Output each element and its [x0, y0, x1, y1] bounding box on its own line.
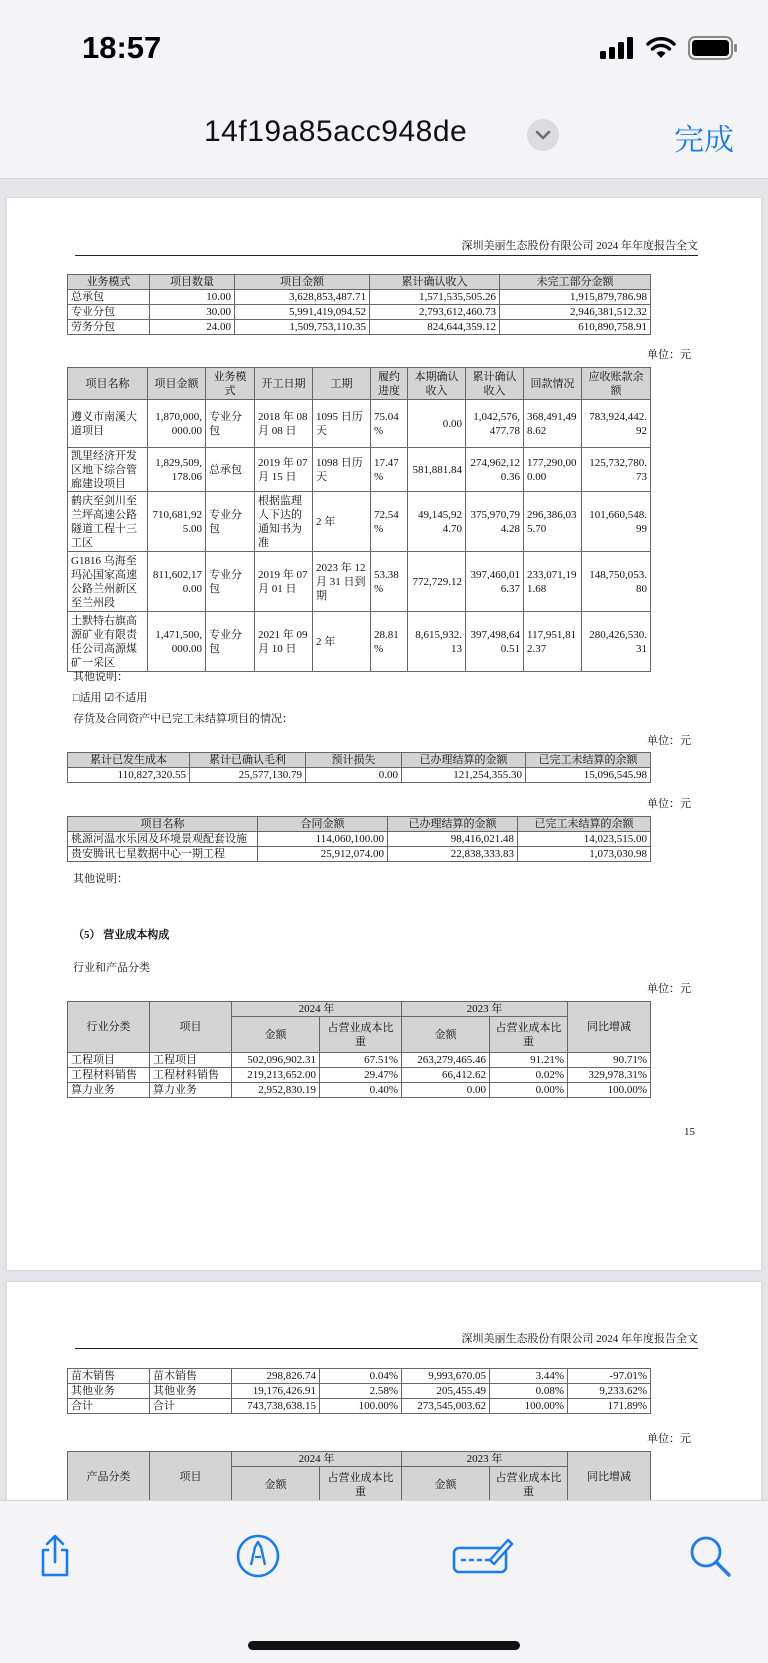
page-header: 深圳美丽生态股份有限公司 2024 年年度报告全文: [75, 1330, 698, 1349]
table-cell: 算力业务: [68, 1083, 150, 1098]
table-cell: 24.00: [150, 320, 235, 335]
table-cell: 3,628,853,487.71: [235, 290, 370, 305]
table-header-cell: 行业分类: [68, 1002, 150, 1053]
contract-settlement-table: [67, 816, 651, 862]
unit-label: 单位：元: [647, 983, 691, 995]
table-cell: 2 年: [313, 492, 371, 552]
table-cell: 贵安腾讯七星数据中心一期工程: [68, 847, 258, 862]
status-time: 18:57: [82, 30, 162, 65]
status-icons: [600, 36, 738, 60]
table-row: [68, 1369, 651, 1384]
table-cell: 桃源河温水乐园及环境景观配套设施: [68, 832, 258, 847]
table-cell: 117,951,812.37: [524, 612, 582, 672]
product-cost-table: [67, 1451, 651, 1503]
table-cell: 263,279,465.46: [402, 1053, 490, 1068]
unit-label: 单位：元: [647, 735, 691, 747]
table-cell: 总承包: [68, 290, 150, 305]
pdf-page: [7, 198, 761, 1270]
table-cell: 2,793,612,460.73: [370, 305, 500, 320]
table-header-cell: 产品分类: [68, 1452, 150, 1503]
table-row: [68, 1083, 651, 1098]
table-cell: 25,912,074.00: [258, 847, 388, 862]
table-header-cell: 已完工未结算的余额: [526, 753, 651, 768]
table-header-cell: 金额: [402, 1017, 490, 1053]
table-cell: 121,254,355.30: [402, 768, 526, 783]
table-header-cell: 本期确认收入: [408, 368, 466, 400]
table-cell: 397,460,016.37: [466, 552, 524, 612]
table-row: [68, 612, 651, 672]
table-cell: 2,946,381,512.32: [500, 305, 651, 320]
table-header-cell: 合同金额: [258, 817, 388, 832]
page-number: 15: [684, 1126, 695, 1138]
unit-label: 单位：元: [647, 798, 691, 810]
table-header-cell: 业务模式: [68, 275, 150, 290]
table-cell: 114,060,100.00: [258, 832, 388, 847]
table-cell: 15,096,545.98: [526, 768, 651, 783]
table-row: [68, 1068, 651, 1083]
table-cell: 1,915,879,786.98: [500, 290, 651, 305]
table-header-cell: 回款情况: [524, 368, 582, 400]
table-cell: 合计: [150, 1399, 232, 1414]
pdf-page: [7, 1282, 761, 1512]
table-cell: 710,681,925.00: [148, 492, 206, 552]
table-cell: 90.71%: [568, 1053, 651, 1068]
section-title: （5） 营业成本构成: [73, 929, 170, 941]
table-header-cell: 2023 年: [402, 1452, 568, 1467]
table-cell: 根据监理人下达的通知书为准: [255, 492, 313, 552]
table-cell: 298,826.74: [232, 1369, 320, 1384]
table-header-cell: 项目数量: [150, 275, 235, 290]
table-cell: 28.81 %: [371, 612, 408, 672]
table-cell: 算力业务: [150, 1083, 232, 1098]
table-cell: 110,827,320.55: [68, 768, 190, 783]
table-header-cell: 项目名称: [68, 817, 258, 832]
table-cell: 工程项目: [150, 1053, 232, 1068]
table-header-cell: 项目金额: [148, 368, 206, 400]
table-cell: 101,660,548.99: [582, 492, 651, 552]
table-cell: 29.47%: [320, 1068, 402, 1083]
table-cell: 75.04 %: [371, 400, 408, 448]
table-header-cell: 工期: [313, 368, 371, 400]
table-cell: 66,412.62: [402, 1068, 490, 1083]
table-cell: 177,290,000.00: [524, 448, 582, 492]
table-cell: 专业分包: [206, 492, 255, 552]
table-header-cell: 2024 年: [232, 1002, 402, 1017]
table-cell: 1,870,000,000.00: [148, 400, 206, 448]
table-cell: 53.38 %: [371, 552, 408, 612]
navigation-bar: [0, 95, 768, 179]
applicable-checkbox-text: □适用 ☑不适用: [73, 692, 148, 704]
table-cell: 205,455.49: [402, 1384, 490, 1399]
table-header-cell: 项目: [150, 1002, 232, 1053]
unit-label: 单位：元: [647, 1433, 691, 1445]
battery-icon: [688, 36, 738, 60]
other-notes-label: 其他说明：: [73, 873, 128, 885]
home-indicator: [248, 1641, 520, 1650]
table-cell: 0.00%: [490, 1083, 568, 1098]
table-header-row: [68, 1002, 651, 1017]
table-row: [68, 832, 651, 847]
table-header-cell: 累计已确认毛利: [190, 753, 306, 768]
table-cell: 1,042,576,477.78: [466, 400, 524, 448]
table-header-cell: 未完工部分金额: [500, 275, 651, 290]
table-header-cell: 履约进度: [371, 368, 408, 400]
table-cell: 0.40%: [320, 1083, 402, 1098]
table-header-cell: 同比增减: [568, 1452, 651, 1503]
table-row: [68, 1399, 651, 1414]
title-menu-button[interactable]: [527, 119, 559, 151]
table-header-cell: 累计确认收入: [370, 275, 500, 290]
table-header-cell: 金额: [232, 1467, 320, 1503]
operating-cost-table-continued: [67, 1368, 651, 1414]
table-cell: 其他业务: [150, 1384, 232, 1399]
table-cell: 100.00%: [320, 1399, 402, 1414]
table-cell: 67.51%: [320, 1053, 402, 1068]
table-cell: 5,991,419,094.52: [235, 305, 370, 320]
section-subtitle: 行业和产品分类: [73, 962, 150, 974]
table-header-cell: 项目金额: [235, 275, 370, 290]
table-cell: 2018 年 08 月 08 日: [255, 400, 313, 448]
table-cell: 1,829,509,178.06: [148, 448, 206, 492]
table-cell: 劳务分包: [68, 320, 150, 335]
table-header-cell: 应收账款余额: [582, 368, 651, 400]
table-header-cell: 累计已发生成本: [68, 753, 190, 768]
table-cell: 14,023,515.00: [518, 832, 651, 847]
table-cell: 296,386,035.70: [524, 492, 582, 552]
table-cell: 1,073,030.98: [518, 847, 651, 862]
table-cell: 工程项目: [68, 1053, 150, 1068]
table-cell: 2019 年 07 月 01 日: [255, 552, 313, 612]
table-cell: 581,881.84: [408, 448, 466, 492]
table-cell: 9,993,670.05: [402, 1369, 490, 1384]
table-cell: 专业分包: [206, 612, 255, 672]
table-cell: 0.00: [408, 400, 466, 448]
table-cell: 8,615,932.13: [408, 612, 466, 672]
table-header-cell: 累计确认收入: [466, 368, 524, 400]
table-cell: 502,096,902.31: [232, 1053, 320, 1068]
table-cell: 3.44%: [490, 1369, 568, 1384]
table-row: [68, 290, 651, 305]
table-header-cell: 已完工未结算的余额: [518, 817, 651, 832]
table-cell: 19,176,426.91: [232, 1384, 320, 1399]
table-header-cell: 同比增减: [568, 1002, 651, 1053]
table-cell: 土默特右旗高源矿业有限责任公司高源煤矿一采区: [68, 612, 148, 672]
done-button[interactable]: 完成: [674, 123, 734, 158]
business-mode-table: [67, 274, 651, 335]
table-cell: 49,145,924.70: [408, 492, 466, 552]
table-cell: 375,970,794.28: [466, 492, 524, 552]
table-row: [68, 1384, 651, 1399]
table-cell: 2.58%: [320, 1384, 402, 1399]
search-button[interactable]: [685, 1531, 735, 1581]
table-row: [68, 320, 651, 335]
document-title[interactable]: 14f19a85acc948de: [204, 115, 468, 148]
table-row: [68, 847, 651, 862]
table-cell: 苗木销售: [68, 1369, 150, 1384]
table-cell: 30.00: [150, 305, 235, 320]
table-row: [68, 305, 651, 320]
table-cell: 91.21%: [490, 1053, 568, 1068]
inventory-note: 存货及合同资产中已完工未结算项目的情况：: [73, 713, 293, 725]
table-cell: 苗木销售: [150, 1369, 232, 1384]
status-bar: [0, 0, 768, 95]
table-cell: 743,738,638.15: [232, 1399, 320, 1414]
cellular-signal-icon: [600, 37, 634, 59]
table-header-cell: 项目: [150, 1452, 232, 1503]
table-cell: 98,416,021.48: [388, 832, 518, 847]
table-header-cell: 金额: [402, 1467, 490, 1503]
share-button[interactable]: [30, 1531, 80, 1581]
table-cell: 100.00%: [568, 1083, 651, 1098]
table-header-cell: 占营业成本比重: [490, 1017, 568, 1053]
table-cell: 368,491,498.62: [524, 400, 582, 448]
markup-icon: [235, 1533, 281, 1579]
table-cell: 0.00: [402, 1083, 490, 1098]
table-cell: 274,962,120.36: [466, 448, 524, 492]
unsettled-cost-table: [67, 752, 651, 783]
table-cell: 合计: [68, 1399, 150, 1414]
table-cell: 0.02%: [490, 1068, 568, 1083]
table-cell: 329,978.31%: [568, 1068, 651, 1083]
table-cell: 397,498,640.51: [466, 612, 524, 672]
table-cell: 1,571,535,505.26: [370, 290, 500, 305]
table-cell: 100.00%: [490, 1399, 568, 1414]
table-cell: 824,644,359.12: [370, 320, 500, 335]
table-cell: 0.00: [306, 768, 402, 783]
table-cell: 10.00: [150, 290, 235, 305]
wifi-icon: [646, 37, 676, 59]
table-cell: 1,471,500,000.00: [148, 612, 206, 672]
table-cell: 610,890,758.91: [500, 320, 651, 335]
table-header-cell: 2024 年: [232, 1452, 402, 1467]
table-header-cell: 金额: [232, 1017, 320, 1053]
table-header-cell: 已办理结算的金额: [388, 817, 518, 832]
table-cell: 1098 日历天: [313, 448, 371, 492]
table-header-row: [68, 753, 651, 768]
table-cell: 25,577,130.79: [190, 768, 306, 783]
table-cell: 专业分包: [206, 400, 255, 448]
table-header-cell: 占营业成本比重: [320, 1017, 402, 1053]
table-cell: 凯里经济开发区地下综合管廊建设项目: [68, 448, 148, 492]
table-cell: 其他业务: [68, 1384, 150, 1399]
table-cell: 17.47 %: [371, 448, 408, 492]
table-row: [68, 1053, 651, 1068]
table-cell: 遵义市南溪大道项目: [68, 400, 148, 448]
table-cell: 0.04%: [320, 1369, 402, 1384]
table-cell: 22,838,333.83: [388, 847, 518, 862]
markup-button[interactable]: [233, 1531, 283, 1581]
page-header: 深圳美丽生态股份有限公司 2024 年年度报告全文: [75, 237, 698, 256]
table-cell: 125,732,780.73: [582, 448, 651, 492]
search-icon: [688, 1534, 732, 1578]
signature-button[interactable]: [450, 1531, 516, 1581]
other-notes-label: 其他说明：: [73, 671, 128, 683]
table-header-row: [68, 817, 651, 832]
table-header-cell: 占营业成本比重: [490, 1467, 568, 1503]
table-row: [68, 400, 651, 448]
table-cell: 72.54 %: [371, 492, 408, 552]
table-cell: -97.01%: [568, 1369, 651, 1384]
table-cell: 280,426,530.31: [582, 612, 651, 672]
table-cell: 233,071,191.68: [524, 552, 582, 612]
bottom-toolbar: [0, 1500, 768, 1663]
unit-label: 单位：元: [647, 349, 691, 361]
table-cell: 工程材料销售: [150, 1068, 232, 1083]
table-cell: G1816 乌海至玛沁国家高速公路兰州新区至兰州段: [68, 552, 148, 612]
table-cell: 2023 年 12 月 31 日到期: [313, 552, 371, 612]
table-cell: 2 年: [313, 612, 371, 672]
table-header-cell: 开工日期: [255, 368, 313, 400]
table-row: [68, 448, 651, 492]
operating-cost-table: [67, 1001, 651, 1098]
table-header-cell: 项目名称: [68, 368, 148, 400]
table-header-cell: 占营业成本比重: [320, 1467, 402, 1503]
table-cell: 工程材料销售: [68, 1068, 150, 1083]
table-cell: 总承包: [206, 448, 255, 492]
table-cell: 1,509,753,110.35: [235, 320, 370, 335]
table-header-row: [68, 368, 651, 400]
signature-icon: [452, 1536, 514, 1576]
table-cell: 811,602,170.00: [148, 552, 206, 612]
table-cell: 219,213,652.00: [232, 1068, 320, 1083]
share-icon: [35, 1534, 75, 1578]
table-header-cell: 业务模式: [206, 368, 255, 400]
table-header-cell: 已办理结算的金额: [402, 753, 526, 768]
major-projects-table: [67, 367, 651, 672]
table-cell: 专业分包: [68, 305, 150, 320]
table-cell: 772,729.12: [408, 552, 466, 612]
chevron-down-icon: [535, 130, 551, 140]
table-cell: 2,952,830.19: [232, 1083, 320, 1098]
table-row: [68, 492, 651, 552]
table-cell: 鹤庆至剑川至兰坪高速公路隧道工程十三工区: [68, 492, 148, 552]
table-header-cell: 2023 年: [402, 1002, 568, 1017]
table-cell: 171.89%: [568, 1399, 651, 1414]
table-row: [68, 552, 651, 612]
table-header-row: [68, 1452, 651, 1467]
table-cell: 2019 年 07 月 15 日: [255, 448, 313, 492]
table-row: [68, 768, 651, 783]
table-cell: 2021 年 09 月 10 日: [255, 612, 313, 672]
table-cell: 1095 日历天: [313, 400, 371, 448]
table-cell: 0.08%: [490, 1384, 568, 1399]
table-cell: 783,924,442.92: [582, 400, 651, 448]
table-cell: 专业分包: [206, 552, 255, 612]
table-cell: 273,545,003.62: [402, 1399, 490, 1414]
table-header-cell: 预计损失: [306, 753, 402, 768]
table-header-row: [68, 275, 651, 290]
table-cell: 9,233.62%: [568, 1384, 651, 1399]
table-cell: 148,750,053.80: [582, 552, 651, 612]
